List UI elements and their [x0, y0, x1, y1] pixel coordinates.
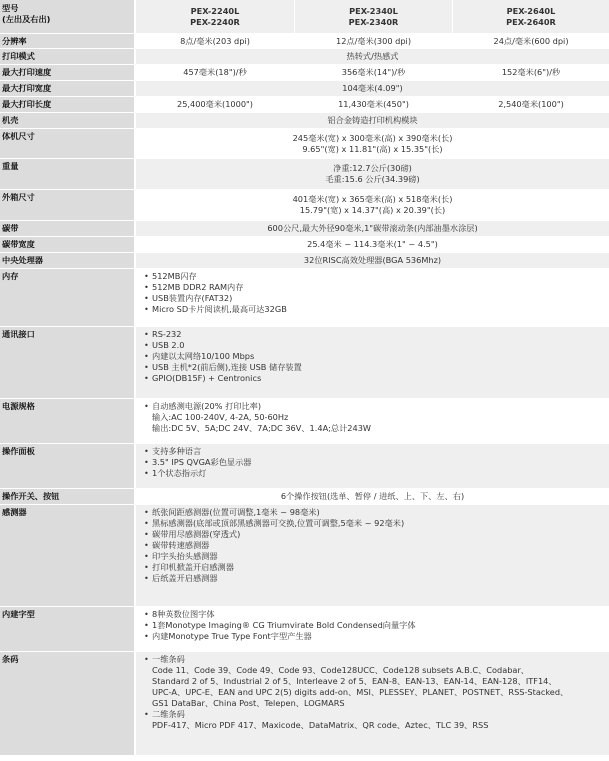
row-chassis — [0, 113, 609, 129]
row-buttons — [0, 489, 609, 505]
cell-list — [136, 269, 609, 327]
row-label: 重量 — [0, 159, 136, 190]
list-item: • 黑标感测器(底部或顶部黑感测器可交换,位置可调整,5毫米 ~ 92毫米) — [144, 518, 609, 529]
list-item: • USB装置内存(FAT32) — [144, 293, 609, 304]
list-item: • 二维条码 — [144, 709, 609, 720]
list-item: UPC-A、UPC-E、EAN and UPC 2(5) digits add-on、MSI、PLESSEY、PLANET、POSTNET、RSS-Stacked、 — [152, 687, 569, 697]
cell-value: 热转式/热感式 — [136, 49, 609, 65]
cell-value: 24点/毫米(600 dpi) — [452, 34, 609, 49]
row-resolution — [0, 34, 609, 49]
row-label: 最大打印长度 — [0, 97, 136, 113]
cell-value: 600公尺,最大外径90毫米,1"碳带滚动条(内部油墨水涂层) — [136, 221, 609, 237]
header-label — [0, 0, 136, 34]
row-memory — [0, 269, 609, 327]
cell-list — [136, 505, 609, 607]
list-item: • 内建以太网络10/100 Mbps — [144, 351, 609, 362]
cell-value: 104毫米(4.09") — [136, 81, 609, 97]
list-item: 输入:AC 100-240V, 4-2A, 50-60Hz — [152, 412, 289, 422]
cell-value: 铝合金铸造打印机构模块 — [136, 113, 609, 129]
model-col-2 — [294, 0, 452, 34]
list-item: • USB 2.0 — [144, 340, 609, 351]
list-item: GS1 DataBar、China Post、Telepen、LOGMARS — [152, 698, 345, 708]
list-item: PDF-417、Micro PDF 417、Maxicode、DataMatrix、QR code、Aztec、TLC 39、RSS — [152, 720, 489, 730]
list-item: • GPIO(DB15F) + Centronics — [144, 373, 609, 384]
list-item: • 3.5" IPS QVGA彩色显示器 — [144, 457, 609, 468]
value-line: 净重:12.7公斤(30磅) — [333, 163, 412, 173]
list-item: Code 11、Code 39、Code 49、Code 93、Code128UCC、Code128 subsets A.B.C、Codabar、 — [152, 665, 529, 675]
row-barcodes — [0, 652, 609, 756]
header-label-line1: 型号 — [2, 3, 19, 13]
row-label: 最大打印宽度 — [0, 81, 136, 97]
list-item: Standard 2 of 5、Industrial 2 of 5、Interleave 2 of 5、EAN-8、EAN-13、EAN-14、EAN-128、ITF14、 — [152, 676, 557, 686]
list-item: • 后纸盖开启感测器 — [144, 573, 609, 584]
model-name: PEX-2340L — [349, 5, 398, 16]
row-label: 电源规格 — [0, 399, 136, 444]
model-name: PEX-2240L — [190, 5, 240, 16]
cell-value: 25,400毫米(1000") — [136, 97, 294, 113]
list-item: • 8种英数位图字体 — [144, 609, 609, 620]
row-label: 体机尺寸 — [0, 129, 136, 159]
list-item: • 512MB DDR2 RAM内存 — [144, 282, 609, 293]
cell-value: 8点/毫米(203 dpi) — [136, 34, 294, 49]
cell-value: 152毫米(6")/秒 — [452, 65, 609, 81]
cell-list — [136, 652, 609, 756]
cell-value — [136, 129, 609, 159]
header-label-line2: (左出及右出) — [2, 14, 51, 24]
list-item: • 印字头抬头感测器 — [144, 551, 609, 562]
row-max-width — [0, 81, 609, 97]
model-name: PEX-2340R — [348, 16, 399, 27]
row-interface — [0, 327, 609, 399]
cell-list — [136, 444, 609, 489]
model-name: PEX-2640L — [506, 5, 556, 16]
value-line: 245毫米(宽) x 300毫米(高) x 390毫米(长) — [292, 132, 453, 143]
row-label: 条码 — [0, 652, 136, 756]
row-label: 感测器 — [0, 505, 136, 607]
row-label: 中央处理器 — [0, 253, 136, 269]
row-label: 通讯接口 — [0, 327, 136, 399]
row-weight — [0, 159, 609, 190]
row-print-mode — [0, 49, 609, 65]
list-item: • 一维条码 — [144, 654, 609, 665]
row-dimensions — [0, 129, 609, 159]
model-col-1 — [136, 0, 294, 34]
cell-value: 11,430毫米(450") — [294, 97, 452, 113]
row-power — [0, 399, 609, 444]
value-line: 9.65"(宽) x 11.81"(高) x 15.35"(长) — [302, 143, 443, 154]
list-item: • 打印机掀盖开启感测器 — [144, 562, 609, 573]
list-item: • 1套Monotype Imaging® CG Triumvirate Bold Condensed向量字体 — [144, 620, 609, 631]
row-label: 内建字型 — [0, 607, 136, 652]
list-item: • 内建Monotype True Type Font字型产生器 — [144, 631, 609, 642]
model-col-3 — [452, 0, 609, 34]
cell-value: 6个操作按钮(选单、暂停 / 进纸、上、下、左、右) — [136, 489, 609, 505]
row-box-size — [0, 190, 609, 221]
cell-value: 12点/毫米(300 dpi) — [294, 34, 452, 49]
model-name: PEX-2640R — [506, 16, 556, 27]
list-item: • Micro SD卡片阅读机,最高可达32GB — [144, 304, 609, 315]
row-label: 操作开关、按钮 — [0, 489, 136, 505]
cell-value: 457毫米(18")/秒 — [136, 65, 294, 81]
row-panel — [0, 444, 609, 489]
row-label: 操作面板 — [0, 444, 136, 489]
row-max-length — [0, 97, 609, 113]
model-name: PEX-2240R — [190, 16, 240, 27]
cell-list — [136, 607, 609, 652]
row-cpu — [0, 253, 609, 269]
value-line: 毛重:15.6 公斤(34.39磅) — [325, 174, 420, 184]
list-item: • USB 主机*2(前后侧),连接 USB 储存装置 — [144, 362, 609, 373]
row-ribbon-width — [0, 237, 609, 253]
list-item: • 512MB闪存 — [144, 271, 609, 282]
cell-value: 2,540毫米(100") — [452, 97, 609, 113]
cell-value — [136, 190, 609, 221]
row-ribbon — [0, 221, 609, 237]
list-item: • RS-232 — [144, 329, 609, 340]
row-label: 外箱尺寸 — [0, 190, 136, 221]
row-label: 内存 — [0, 269, 136, 327]
cell-list — [136, 327, 609, 399]
row-label: 分辨率 — [0, 34, 136, 49]
row-label: 碳带 — [0, 221, 136, 237]
header-row — [0, 0, 609, 34]
cell-value: 356毫米(14")/秒 — [294, 65, 452, 81]
list-item: • 碳带用尽感测器(穿透式) — [144, 529, 609, 540]
list-item: • 支持多种语言 — [144, 446, 609, 457]
value-line: 15.79"(宽) x 14.37"(高) x 20.39"(长) — [299, 205, 446, 215]
cell-value: 32位RISC高效处理器(BGA 536Mhz) — [136, 253, 609, 269]
list-item: • 自动感测电源(20% 打印比率) — [144, 401, 609, 412]
row-max-speed — [0, 65, 609, 81]
row-label: 最大打印速度 — [0, 65, 136, 81]
row-label: 打印模式 — [0, 49, 136, 65]
cell-list — [136, 399, 609, 444]
row-label: 机壳 — [0, 113, 136, 129]
list-item: • 碳带转速感测器 — [144, 540, 609, 551]
row-sensors — [0, 505, 609, 607]
row-fonts — [0, 607, 609, 652]
cell-value — [136, 159, 609, 190]
row-label: 碳带宽度 — [0, 237, 136, 253]
list-item: • 1个状态指示灯 — [144, 468, 609, 479]
list-item: 输出:DC 5V、5A;DC 24V、7A;DC 36V、1.4A;总计243W — [152, 423, 372, 433]
cell-value: 25.4毫米 ~ 114.3毫米(1" ~ 4.5") — [136, 237, 609, 253]
list-item: • 纸张间距感测器(位置可调整,1毫米 ~ 98毫米) — [144, 507, 609, 518]
value-line: 401毫米(宽) x 365毫米(高) x 518毫米(长) — [292, 194, 453, 204]
